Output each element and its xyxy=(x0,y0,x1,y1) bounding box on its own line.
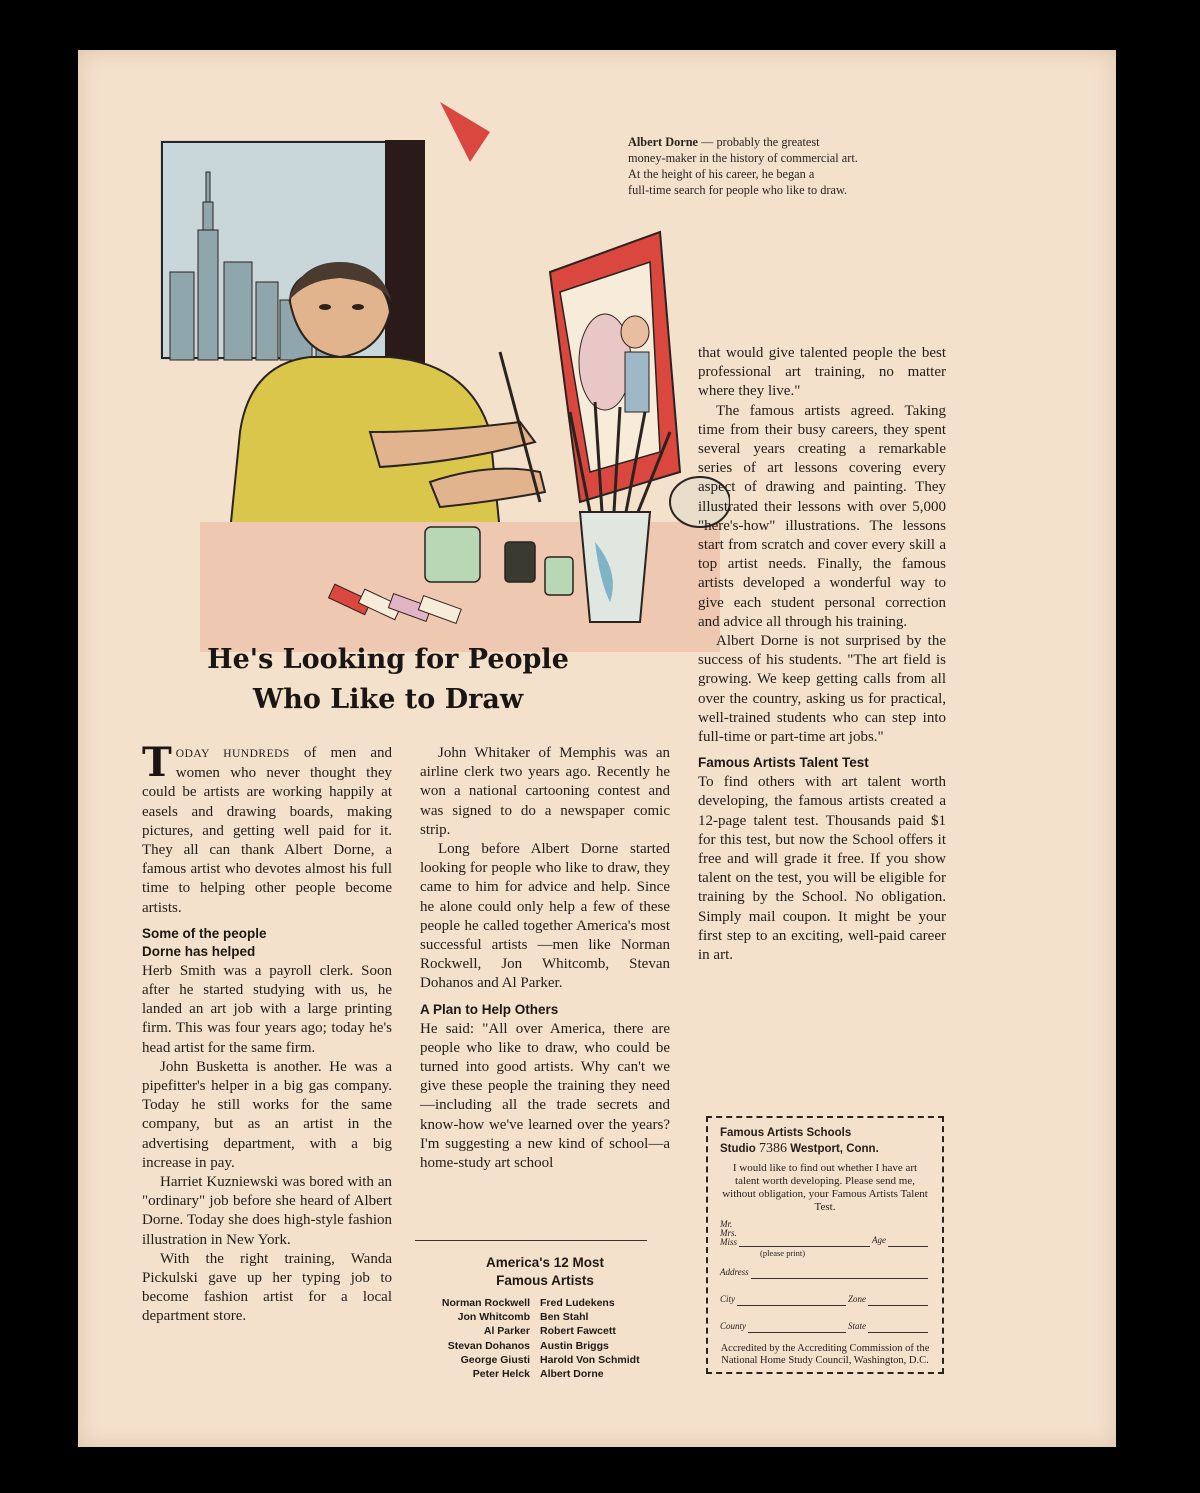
artist-name: Norman Rockwell xyxy=(441,1297,530,1309)
paragraph-john-whitaker: John Whitaker of Memphis was an airline clerk two years ago. Recently he won a national cartooning contest and was signed to do a newspaper comic strip. xyxy=(420,745,670,838)
age-line[interactable] xyxy=(888,1236,928,1247)
county-line[interactable] xyxy=(748,1322,846,1333)
illustration-caption xyxy=(628,134,958,198)
paragraph-famous-artists-agreed: The famous artists agreed. Taking time from their busy careers, they spent several years creating a remarkable series of art lessons covering every aspect of drawing and painting. They illustrated their lessons with over 5,000 "here's-how" illustrations. The lessons start from scratch and cover every skill a top artist needs. Finally, the famous artists developed a wonderful way to give each student personal correction and advice all through his training. xyxy=(698,402,946,630)
coupon-school: Famous Artists Schools xyxy=(720,1127,852,1139)
coupon-header xyxy=(720,1126,930,1157)
city-label: City xyxy=(720,1294,735,1304)
artist-name: Austin Briggs xyxy=(540,1339,609,1352)
artist-name: Albert Dorne xyxy=(540,1368,604,1381)
paragraph-talented-people: that would give talented people the best professional art training, no matter where they live." xyxy=(698,345,946,400)
title-mr: Mr. xyxy=(720,1219,733,1229)
county-label: County xyxy=(720,1321,746,1331)
coupon-town: Westport, Conn. xyxy=(790,1143,879,1155)
title-options xyxy=(720,1220,737,1247)
text-column-2 xyxy=(420,744,670,1173)
intro-text: of men and women who never thought they could be artists are working happily at easels and drawing boards, making pictures, and getting well paid for it. They all can thank Albert Dorne, a famous artist who devotes almost his full time to helping other people become artists. xyxy=(142,745,392,916)
artist-row xyxy=(398,1367,678,1381)
subhead-line-2: Dorne has helped xyxy=(142,943,256,959)
subhead-line-1: Some of the people xyxy=(142,925,267,941)
artist-row xyxy=(398,1324,678,1338)
coupon-request-text: I would like to find out whether I have art talent worth developing. Please send me, without obligation, your Famous Artists Talent Test. xyxy=(722,1162,928,1213)
artist-name: George Giusti xyxy=(460,1353,530,1366)
zone-label: Zone xyxy=(848,1294,866,1304)
headline-line-2: Who Like to Draw xyxy=(252,684,524,715)
accreditation-note: Accredited by the Accrediting Commission of the National Home Study Council, Washington, D.C. xyxy=(720,1343,930,1366)
mail-coupon[interactable] xyxy=(706,1116,944,1374)
intro-smallcaps: ODAY HUNDREDS xyxy=(175,748,290,760)
zone-line[interactable] xyxy=(868,1295,928,1306)
artist-row xyxy=(398,1310,678,1324)
ad-page xyxy=(78,50,1116,1447)
coupon-studio: Studio xyxy=(720,1143,756,1155)
address-label: Address xyxy=(720,1267,749,1277)
drop-cap: T xyxy=(142,739,172,786)
title-mrs: Mrs. xyxy=(720,1228,737,1238)
artist-name: Robert Fawcett xyxy=(540,1325,616,1338)
subhead-plan: A Plan to Help Others xyxy=(420,1001,559,1017)
caption-line-1: — probably the greatest xyxy=(698,135,820,149)
caption-name: Albert Dorne xyxy=(628,135,699,149)
paragraph-herb-smith: Herb Smith was a payroll clerk. Soon after he started studying with us, he landed an art job with a large printing firm. This was four years ago; today he's head artist for the same firm. xyxy=(142,962,392,1056)
caption-line-3: At the height of his career, he began a xyxy=(628,167,815,181)
paragraph-talent-test: To find others with art talent worth developing, the famous artists created a 12-page talent test. Thousands paid $1 for this test, but now the School offers it free and will grade it free. If you show talent on the test, you will be eligible for training by the School. No obligation. Simply mail coupon. It might be your first step to an exciting, well-paid career in art. xyxy=(698,774,946,964)
artist-name: Fred Ludekens xyxy=(540,1297,615,1309)
paragraph-wanda-pickulski: With the right training, Wanda Pickulski gave up her typing job to become fashion artist for a local department store. xyxy=(142,1250,392,1325)
title-miss: Miss xyxy=(720,1237,738,1247)
city-line[interactable] xyxy=(737,1295,846,1306)
artist-row xyxy=(398,1353,678,1367)
subhead-dorne-helped xyxy=(142,925,392,961)
paragraph-harriet-kuzniewski: Harriet Kuzniewski was bored with an "ordinary" job before she heard of Albert Dorne. Today she does high-style fashion illustration in New York. xyxy=(142,1174,392,1248)
state-label: State xyxy=(848,1321,866,1331)
city-field[interactable] xyxy=(720,1293,930,1306)
print-note: (please print) xyxy=(760,1248,806,1258)
address-field[interactable] xyxy=(720,1266,930,1279)
paragraph-not-surprised: Albert Dorne is not surprised by the success of his students. "The art field is growing. We keep getting calls from all over the country, asking us for practical, well-trained students who can step into full-time or part-time art jobs." xyxy=(698,633,946,746)
artist-name: Jon Whitcomb xyxy=(457,1311,530,1324)
intro-paragraph xyxy=(142,739,392,918)
artists-list xyxy=(398,1296,678,1381)
subhead-talent-test: Famous Artists Talent Test xyxy=(698,755,869,771)
coupon-studio-number: 7386 xyxy=(758,1141,787,1156)
caption-line-2: money-maker in the history of commercial art. xyxy=(628,151,858,165)
brush-jar xyxy=(580,512,650,622)
address-line[interactable] xyxy=(751,1268,928,1279)
name-line[interactable] xyxy=(739,1236,870,1247)
artist-name: Ben Stahl xyxy=(540,1311,589,1324)
text-column-3 xyxy=(698,344,946,965)
artist-name: Al Parker xyxy=(483,1325,530,1338)
paragraph-he-said: He said: "All over America, there are people who like to draw, who could be turned into good artists. Why can't we give these people the training they need—including all the trade secrets and know-how we've learned over the years? I'm suggesting a new kind of school—a home-study art school xyxy=(420,1020,670,1172)
county-field[interactable] xyxy=(720,1320,930,1333)
name-field[interactable] xyxy=(720,1220,930,1247)
artist-name: Stevan Dohanos xyxy=(447,1339,530,1352)
age-label: Age xyxy=(872,1235,886,1245)
divider-rule xyxy=(415,1240,647,1241)
paragraph-long-before: Long before Albert Dorne started looking for people who like to draw, they came to him for advice and help. Since he alone could only help a few of these people he called together America's most successful artists —men like Norman Rockwell, Jon Whitcomb, Stevan Dohanos and Al Parker. xyxy=(420,841,670,992)
state-line[interactable] xyxy=(868,1322,928,1333)
artist-name: Peter Helck xyxy=(472,1368,530,1381)
artists-title xyxy=(415,1254,675,1290)
artist-row xyxy=(398,1339,678,1353)
caption-line-4: full-time search for people who like to draw. xyxy=(628,183,848,197)
artists-title-line-2: Famous Artists xyxy=(496,1273,594,1288)
artist-name: Harold Von Schmidt xyxy=(540,1353,640,1366)
paragraph-john-busketta: John Busketta is another. He was a pipefitter's helper in a big gas company. Today he still works for the same company, but as an artist in the advertising department, with a big increase in pay. xyxy=(142,1058,392,1171)
headline-line-1: He's Looking for People xyxy=(207,644,569,675)
text-column-1 xyxy=(142,739,392,1327)
artist-row xyxy=(398,1296,678,1310)
artists-title-line-1: America's 12 Most xyxy=(485,1255,604,1270)
